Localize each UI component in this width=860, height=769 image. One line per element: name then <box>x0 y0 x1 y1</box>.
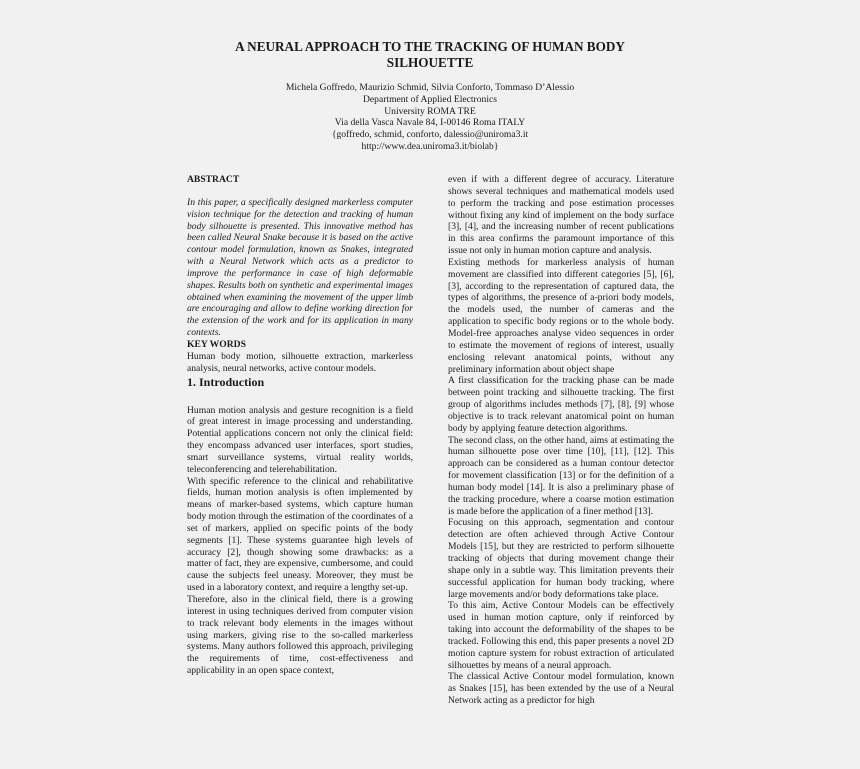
author-url: http://www.dea.uniroma3.it/biolab} <box>361 140 499 152</box>
keywords-text: Human body motion, silhouette extraction, markerless analysis, neural networks, active contour models. <box>187 350 413 374</box>
left-column <box>187 174 413 677</box>
department: Department of Applied Electronics <box>362 93 497 105</box>
right-paragraph-5: Focusing on this approach, segmentation and contour detection are often achieved through Active Contour Models [15], but they are restricted to perform silhouette tracking of objects that during movement change their shape only in a subtle way. This limitation prevents their successful application for human body tracking, where large movements and/or body deformations take place. <box>448 517 674 600</box>
paper-title <box>150 39 710 71</box>
title-line-1: A NEURAL APPROACH TO THE TRACKING OF HUMAN BODY <box>235 39 625 54</box>
intro-paragraph-1: Human motion analysis and gesture recognition is a field of great interest in image processing and understanding. Potential applications concern not only the clinical field: they encompass advanced user interfaces, sport studies, smart surveillance systems, virtual reality worlds, teleconferencing and telerehabilitation. <box>187 404 413 475</box>
intro-paragraph-3: Therefore, also in the clinical field, there is a growing interest in using techniques derived from computer vision to track relevant body elements in the images without using markers, giving rise to the so-called markerless systems. Many authors followed this approach, privileging the requirements of time, cost-effectiveness and applicability in an open space context, <box>187 594 413 677</box>
abstract-text: In this paper, a specifically designed markerless computer vision technique for the detection and tracking of human body silhouette is presented. This innovative method has been called Neural Snake because it is based on the active contour model formulation, known as Snakes, integrated with a Neural Network which acts as a predictor to improve the performance in case of high deformable shapes. Results both on synthetic and experimental images obtained when examining the movement of the upper limb are encouraging and allow to define working direction for the extension of the work and for its application in many contexts. <box>187 196 413 339</box>
title-line-2: SILHOUETTE <box>386 55 474 70</box>
right-paragraph-1: even if with a different degree of accuracy. Literature shows several techniques and mathematical models used to perform the tracking and pose estimation processes without fixing any kind of implement on the body surface [3], [4], and the increasing number of recent publications in this area confirms the paramount importance of this issue not only in human motion capture and analysis. <box>448 174 674 257</box>
author-block <box>180 82 680 153</box>
intro-paragraph-2: With specific reference to the clinical and rehabilitative fields, human motion analysis is often implemented by means of marker-based systems, which capture human body motion through the estimation of the coordinates of a set of markers, applied on specific points of the body segments [1]. These systems guarantee high levels of accuracy [2], though showing some drawbacks: as a matter of fact, they are expensive, cumbersome, and could cause the subjects feel uneasy. Moreover, they must be used in a laboratory context, and require a lengthy set-up. <box>187 475 413 594</box>
introduction-heading: 1. Introduction <box>187 374 265 389</box>
address: Via della Vasca Navale 84, I-00146 Roma ITALY <box>334 117 526 129</box>
author-emails: {goffredo, schmid, conforto, dalessio@uniroma3.it <box>331 129 529 141</box>
right-column <box>448 174 674 707</box>
right-paragraph-6: To this aim, Active Contour Models can be effectively used in human motion capture, only if reinforced by taking into account the deformability of the shapes to be tracked. Following this end, this paper presents a novel 2D motion capture system for robust extraction of articulated silhouettes by means of a neural approach. <box>448 600 674 671</box>
right-paragraph-2: Existing methods for markerless analysis of human movement are classified into different categories [5], [6], [3], according to the representation of captured data, the types of algorithms, the presence of a-priori body models, the models used, the number of cameras and the application to specific body regions or to the whole body. Model-free approaches analyse video sequences in order to estimate the movement of regions of interest, usually enclosing relevant anatomical points, without any preliminary information about object shape <box>448 256 674 375</box>
right-paragraph-4: The second class, on the other hand, aims at estimating the human silhouette pose over time [10], [11], [12]. This approach can be considered as a human contour detector for movement classification [13] or for the definition of a human body model [14]. It is also a preliminary phase of the tracking procedure, where a coarse motion estimation is made before the application of a finer method [13]. <box>448 434 674 517</box>
author-names: Michela Goffredo, Maurizio Schmid, Silvia Conforto, Tommaso D’Alessio <box>285 82 575 93</box>
university: University ROMA TRE <box>384 105 476 117</box>
right-paragraph-7: The classical Active Contour model formulation, known as Snakes [15], has been extended by the use of a Neural Network acting as a predictor for high <box>448 671 674 707</box>
right-paragraph-3: A first classification for the tracking phase can be made between point tracking and silhouette tracking. The first group of algorithms includes methods [7], [8], [9] whose objective is to track relevant anatomical point on human body by applying feature detection algorithms. <box>448 375 674 434</box>
keywords-heading: KEY WORDS <box>187 338 246 350</box>
abstract-heading: ABSTRACT <box>187 174 240 185</box>
